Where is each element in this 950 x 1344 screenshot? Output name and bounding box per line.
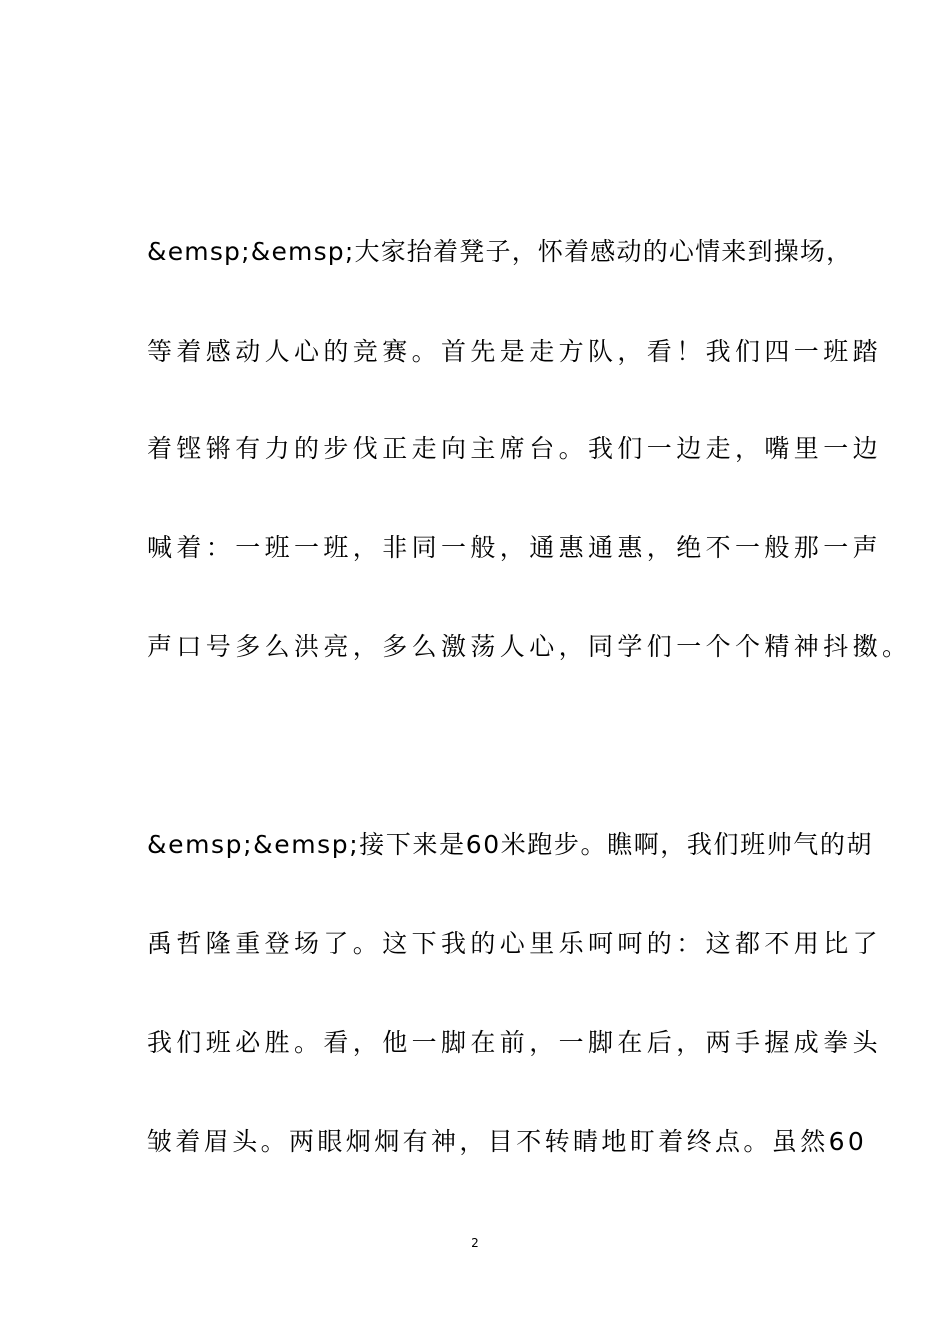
paragraph-2-line-1: &emsp;&emsp;接下来是60米跑步。瞧啊，我们班帅气的胡 [147, 830, 874, 859]
paragraph-1-line-4: 喊着：一班一班，非同一般，通惠通惠，绝不一般那一声 [147, 533, 883, 562]
paragraph-2-line-2: 禹哲隆重登场了。这下我的心里乐呵呵的：这都不用比了 [147, 929, 883, 958]
page-number: 2 [471, 1236, 479, 1250]
paragraph-2-line-3: 我们班必胜。看，他一脚在前，一脚在后，两手握成拳头 [147, 1028, 883, 1057]
paragraph-1-line-2: 等着感动人心的竞赛。首先是走方队，看！我们四一班踏 [147, 337, 883, 366]
paragraph-2-line-4: 皱着眉头。两眼炯炯有神，目不转睛地盯着终点。虽然60 [147, 1127, 868, 1156]
paragraph-1-line-1: &emsp;&emsp;大家抬着凳子，怀着感动的心情来到操场， [147, 237, 853, 266]
paragraph-1-line-3: 着铿锵有力的步伐正走向主席台。我们一边走，嘴里一边 [147, 434, 883, 463]
paragraph-1-line-5: 声口号多么洪亮，多么激荡人心，同学们一个个精神抖擞。 [147, 632, 912, 661]
